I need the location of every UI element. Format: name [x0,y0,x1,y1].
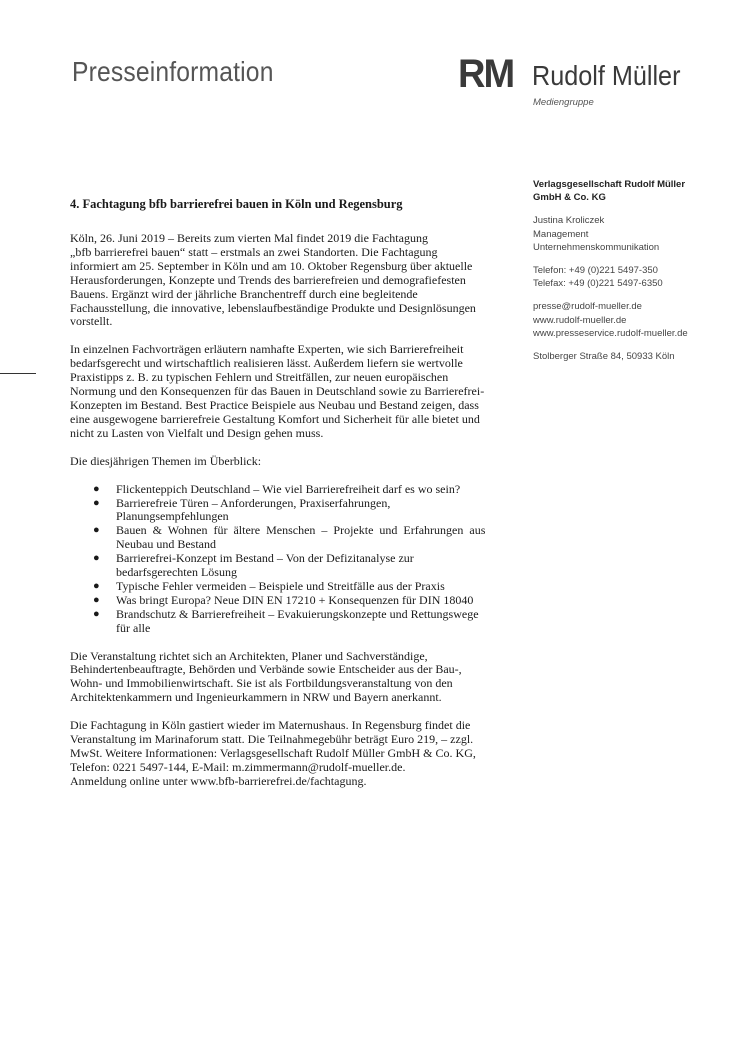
bullet-icon: ● [93,579,100,592]
topics-list [70,483,508,636]
paragraph-experts [70,343,508,440]
text-line: Behindertenbeauftragte, Behörden und Verbände sowie Entscheider aus der Bau-, [70,662,462,677]
company-logo [458,52,718,112]
paragraph-venue [70,719,508,789]
text-line: Planungsempfehlungen [116,509,229,524]
text-line: Architektenkammern und Ingenieurkammern in NRW und Bayern anerkannt. [70,690,442,705]
text-line: vorstellt. [70,314,113,329]
email-link[interactable]: presse@rudolf-mueller.de [533,301,642,313]
text-line: In einzelnen Fachvorträgen erläutern namhafte Experten, wie sich Barrierefreiheit [70,342,464,357]
text-line: Telefon: 0221 5497-144, E-Mail: m.zimmermann@rudolf-mueller.de. [70,759,406,774]
address: Stolberger Straße 84, 50933 Köln [533,351,675,363]
text-line: Praxistipps z. B. zu typischen Fehlern und Streitfällen, zur neuen europäischen [70,370,449,385]
bullet-icon: ● [93,482,100,495]
text-line: Neubau und Bestand [116,537,216,552]
article-heading: 4. Fachtagung bfb barrierefrei bauen in Köln und Regensburg [70,197,403,211]
sidebar-company-line: Verlagsgesellschaft Rudolf Müller [533,179,686,190]
text-line: Anmeldung online unter www.bfb-barrierefrei.de/fachtagung. [70,773,367,788]
text-line: Typische Fehler vermeiden – Beispiele und Streitfälle aus der Praxis [116,578,445,593]
text-line: Bauen & Wohnen für ältere Menschen – Projekte und Erfahrungen aus [116,523,486,538]
text-line: Brandschutz & Barrierefreiheit – Evakuierungskonzepte und Rettungswege [116,606,479,621]
text-line: bedarfsgerecht und wirtschaftlich realisieren lässt. Außerdem liefern sie wertvolle [70,356,463,371]
paragraph-audience [70,650,508,706]
text-line: Normung und den Konsequenzen für das Bauen in Deutschland sowie zu Barrierefrei- [70,384,485,399]
text-line: Barrierefreie Türen – Anforderungen, Praxiserfahrungen, [116,495,391,510]
text-line: Was bringt Europa? Neue DIN EN 17210 + Konsequenzen für DIN 18040 [116,592,474,607]
sidebar-address [533,350,723,363]
list-item [70,497,508,525]
logo-name: Rudolf Müller [532,60,681,91]
sidebar-online [533,300,723,340]
text-line: Die Fachtagung in Köln gastiert wieder im Maternushaus. In Regensburg findet die [70,718,471,733]
fold-mark [0,373,36,374]
text-line: Flickenteppich Deutschland – Wie viel Barrierefreiheit darf es wo sein? [116,481,461,496]
text-line: informiert am 25. September in Köln und am 10. Oktober Regensburg über aktuelle [70,258,473,273]
phone-number: Telefon: +49 (0)221 5497-350 [533,265,658,277]
list-item [70,608,508,636]
sidebar-phones [533,264,723,290]
text-line: für alle [116,620,151,635]
contact-name: Justina Kroliczek [533,215,605,227]
article-body [70,197,508,803]
bullet-icon: ● [93,496,100,509]
list-item [70,552,508,580]
list-item [70,580,508,594]
text-line: eine ausgewogene barrierefreie Gestaltung Komfort und Sicherheit für alle bietet und [70,411,480,426]
text-line: „bfb barrierefrei bauen“ statt – erstmals an zwei Standorten. Die Fachtagung [70,244,438,259]
text-line: Wohn- und Immobilienwirtschaft. Sie ist als Fortbildungsveranstaltung von den [70,676,453,691]
bullet-icon: ● [93,593,100,606]
text-line: Veranstaltung im Marinaforum statt. Die Teilnahmegebühr beträgt Euro 219, – zzgl. [70,732,474,747]
website-link[interactable]: www.rudolf-mueller.de [533,314,627,326]
press-service-link[interactable]: www.presseservice.rudolf-mueller.de [533,327,688,339]
list-item [70,594,508,608]
fax-number: Telefax: +49 (0)221 5497-6350 [533,278,663,290]
logo-subtitle: Mediengruppe [533,97,594,108]
page-title: Presseinformation [72,56,274,87]
bullet-icon: ● [93,607,100,620]
contact-department: Unternehmenskommunikation [533,241,660,253]
topics-intro: Die diesjährigen Themen im Überblick: [70,453,262,468]
contact-sidebar [533,178,723,373]
list-item [70,524,508,552]
contact-role: Management [533,228,589,240]
text-line: Köln, 26. Juni 2019 – Bereits zum vierten Mal findet 2019 die Fachtagung [70,231,428,245]
text-line: bedarfsgerechten Lösung [116,565,237,580]
text-line: MwSt. Weitere Informationen: Verlagsgesellschaft Rudolf Müller GmbH & Co. KG, [70,746,476,760]
list-item [70,483,508,497]
bullet-icon: ● [93,552,100,565]
text-line: nicht zu Lasten von Vielfalt und Design gehen muss. [70,425,324,440]
sidebar-company-line: GmbH & Co. KG [533,192,606,204]
sidebar-contact-person [533,214,723,254]
text-line: Die Veranstaltung richtet sich an Architekten, Planer und Sachverständige, [70,648,428,663]
text-line: Herausforderungen, Konzepte und Trends des barrierefreien und demografiefesten [70,272,466,287]
text-line: Konzepten im Bestand. Best Practice Beispiele aus Neubau und Bestand zeigen, dass [70,397,479,412]
text-line: Barrierefrei-Konzept im Bestand – Von der Defizitanalyse zur [116,551,414,566]
logo-initials: RM [458,52,514,96]
paragraph-intro [70,232,508,329]
bullet-icon: ● [93,524,100,537]
text-line: Fachausstellung, die innovative, lebenslaufbeständige Produkte und Designlösungen [70,300,476,315]
text-line: Bauens. Ergänzt wird der jährliche Branchentreff durch eine begleitende [70,286,418,301]
sidebar-company [533,178,723,204]
